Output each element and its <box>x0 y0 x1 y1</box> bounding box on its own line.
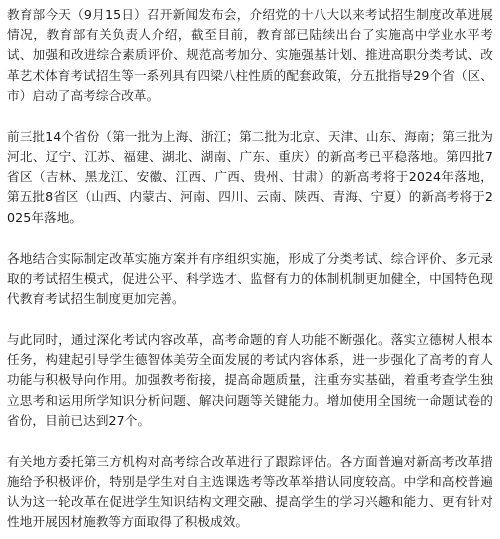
paragraph-content-reform: 与此同时，通过深化考试内容改革，高考命题的育人功能不断强化。落实立德树人根本任务，构建起引导学生德智体美劳全面发展的考试内容体系，进一步强化了高考的育人功能与积极导向作用。加强教考衔接，提高命题质量，注重夯实基础，着重考查学生独立思考和运用所学知识分析问题、解决问题等关键能力。增加使用全国统一命题试卷的省份，目前已达到27个。 <box>7 332 493 428</box>
paragraph-provinces: 前三批14个省份（第一批为上海、浙江；第二批为北京、天津、山东、海南；第三批为河北、辽宁、江苏、福建、湖北、湖南、广东、重庆）的新高考已平稳落地。第四批7省区（吉林、黑龙江、安徽、江西、广西、贵州、甘肃）的新高考将于2024年落地，第五批8省区（山西、内蒙古、河南、四川、云南、陕西、青海、宁夏）的新高考将于2025年落地。 <box>7 128 493 225</box>
paragraph-evaluation: 有关地方委托第三方机构对高考综合改革进行了跟踪评估。各方面普遍对新高考改革措施给予积极评价，特别是学生对自主选课选考等改革举措认同度较高。中学和高校普遍认为这一轮改革在促进学生知识结构文理交融、提高学生的学习兴趣和能力、更有针对性地开展因材施教等方面取得了积极成效。 <box>7 453 493 530</box>
paragraph-implementation: 各地结合实际制定改革实施方案并有序组织实施，形成了分类考试、综合评价、多元录取的考试招生模式，促进公平、科学选才、监督有力的体制机制更加健全，中国特色现代教育考试招生制度更加完善。 <box>7 250 493 307</box>
paragraph-intro: 教育部今天（9月15日）召开新闻发布会，介绍党的十八大以来考试招生制度改革进展情况，教育部有关负责人介绍，截至目前，教育部已陆续出台了实施高中学业水平考试、加强和改进综合素质评价、规范高考加分、实施强基计划、推进高职分类考试、改革艺术体育考试招生等一系列具有四梁八柱性质的配套政策，分五批指导29个省（区、市）启动了高考综合改革。 <box>7 7 493 103</box>
